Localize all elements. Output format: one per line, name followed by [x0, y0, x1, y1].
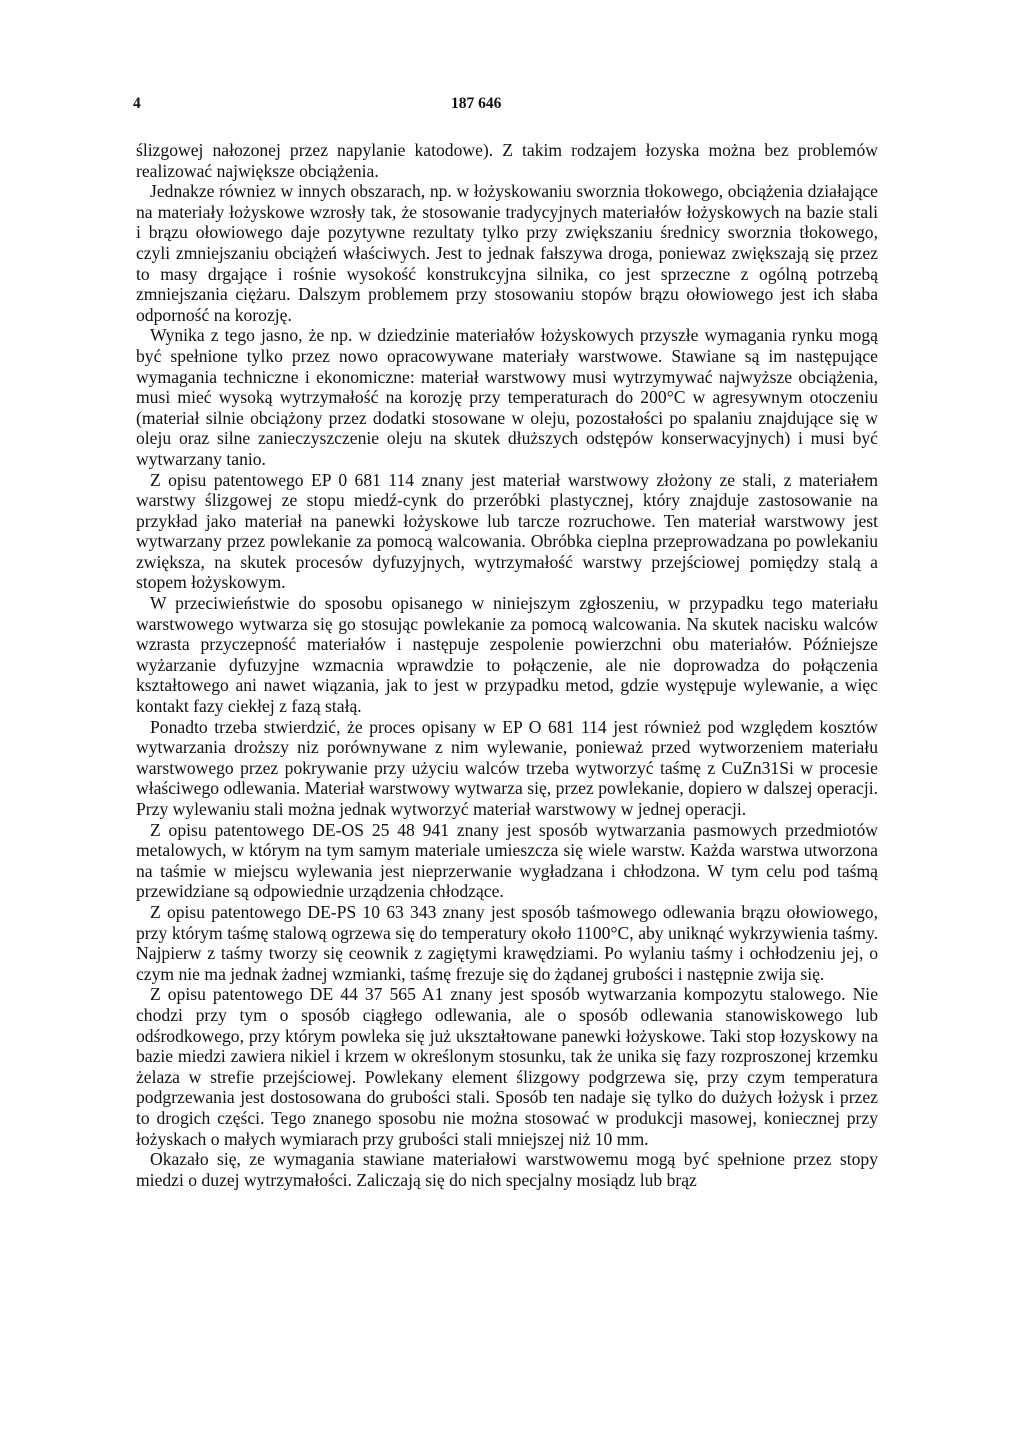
paragraph: Z opisu patentowego DE 44 37 565 A1 znany jest sposób wytwarzania kompozytu stalowego. Nie chodzi przy tym o sposób ciągłego odlewania, ale o sposób odlewania stanowiskowego lub odśrodkowego, przy którym powleka się już ukształtowane panewki łożyskowe. Taki stop łozyskowy na bazie miedzi zawiera nikiel i krzem w określonym stosunku, tak że unika się fazy rozproszonej krzemku żelaza w strefie przejściowej. Powlekany element ślizgowy podgrzewa się, przy czym temperatura podgrzewania jest dostosowana do grubości stali. Sposób ten nadaje się tylko do dużych łożysk i przez to drogich części. Tego znanego sposobu nie można stosować w produkcji masowej, koniecznej przy łożyskach o małych wymiarach przy grubości stali mniejszej niż 10 mm.: [136, 984, 878, 1149]
paragraph: W przeciwieństwie do sposobu opisanego w niniejszym zgłoszeniu, w przypadku tego materiału warstwowego wytwarza się go stosując powlekanie za pomocą walcowania. Na skutek nacisku walców wzrasta przyczepność materiałów i następuje zespolenie powierzchni obu materiałów. Późniejsze wyżarzanie dyfuzyjne wzmacnia wprawdzie to połączenie, ale nie doprowadza do połączenia kształtowego ani nawet wiązania, jak to jest w przypadku metod, gdzie występuje wylewanie, a więc kontakt fazy ciekłej z fazą stałą.: [136, 593, 878, 717]
paragraph: Ponadto trzeba stwierdzić, że proces opisany w EP O 681 114 jest również pod względem kosztów wytwarzania droższy niz porównywane z nim wylewanie, ponieważ przed wytworzeniem materiału warstwowego przez pokrywanie przy użyciu walców trzeba wytworzyć taśmę z CuZn31Si w procesie właściwego odlewania. Materiał warstwowy wytwarza się, przez powlekanie, dopiero w dalszej operacji. Przy wylewaniu stali można jednak wytworzyć materiał warstwowy w jednej operacji.: [136, 716, 878, 819]
paragraph: Z opisu patentowego EP 0 681 114 znany jest materiał warstwowy złożony ze stali, z materiałem warstwy ślizgowej ze stopu miedź-cynk do przeróbki plastycznej, który znajduje zastosowanie na przykład jako materiał na panewki łożyskowe lub tarcze rozruchowe. Ten materiał warstwowy jest wytwarzany przez powlekanie za pomocą walcowania. Obróbka cieplna przeprowadzana po powlekaniu zwiększa, na skutek procesów dyfuzyjnych, wytrzymałość warstwy przejściowej pomiędzy stalą a stopem łożyskowym.: [136, 469, 878, 593]
document-body: [136, 140, 878, 1190]
patent-number: 187 646: [451, 95, 502, 112]
paragraph: Okazało się, ze wymagania stawiane materiałowi warstwowemu mogą być spełnione przez stopy miedzi o duzej wytrzymałości. Zaliczają się do nich specjalny mosiądz lub brąz: [136, 1149, 878, 1190]
paragraph: Z opisu patentowego DE-OS 25 48 941 znany jest sposób wytwarzania pasmowych przedmiotów metalowych, w którym na tym samym materiale umieszcza się wiele warstw. Każda warstwa utworzona na taśmie w miejscu wylewania jest nieprzerwanie wygładzana i chłodzona. W tym celu pod taśmą przewidziane są odpowiednie urządzenia chłodzące.: [136, 819, 878, 902]
page-number-text: 4: [133, 95, 141, 112]
page-content: [133, 88, 878, 1190]
page-header: [133, 88, 878, 118]
paragraph: Z opisu patentowego DE-PS 10 63 343 znany jest sposób taśmowego odlewania brązu ołowiowego, przy którym taśmę stalową ogrzewa się do temperatury około 1100°C, aby uniknąć wykrzywienia taśmy. Najpierw z taśmy tworzy się ceownik z zagiętymi krawędziami. Po wylaniu taśmy i ochłodzeniu jej, o czym nie ma jednak żadnej wzmianki, taśmę frezuje się do żądanej grubości i następnie zwija się.: [136, 901, 878, 984]
paragraph: Jednakze równiez w innych obszarach, np. w łożyskowaniu sworznia tłokowego, obciążenia działające na materiały łożyskowe wzrosły tak, że stosowanie tradycyjnych materiałów łożyskowych na bazie stali i brązu ołowiowego daje pozytywne rezultaty tylko przy zwiększaniu średnicy sworznia tłokowego, czyli zmniejszaniu obciążeń właściwych. Jest to jednak fałszywa droga, poniewaz zwiększają się przez to masy drgające i rośnie wysokość konstrukcyjna silnika, co jest sprzeczne z ogólną potrzebą zmniejszania ciężaru. Dalszym problemem przy stosowaniu stopów brązu ołowiowego jest ich słaba odporność na korozję.: [136, 181, 878, 325]
paragraph: Wynika z tego jasno, że np. w dziedzinie materiałów łożyskowych przyszłe wymagania rynku mogą być spełnione tylko przez nowo opracowywane materiały warstwowe. Stawiane są im następujące wymagania techniczne i ekonomiczne: materiał warstwowy musi wytrzymywać najwyższe obciążenia, musi mieć wysoką wytrzymałość na korozję przy temperaturach do 200°C w agresywnym otoczeniu (materiał silnie obciążony przez dodatki stosowane w oleju, pozostałości po spalaniu znajdujące się w oleju oraz silne zanieczyszczenie oleju na skutek dłuższych odstępów konserwacyjnych) i musi być wytwarzany tanio.: [136, 325, 878, 469]
paragraph: ślizgowej nałozonej przez napylanie katodowe). Z takim rodzajem łozyska można bez problemów realizować największe obciążenia.: [136, 140, 878, 181]
